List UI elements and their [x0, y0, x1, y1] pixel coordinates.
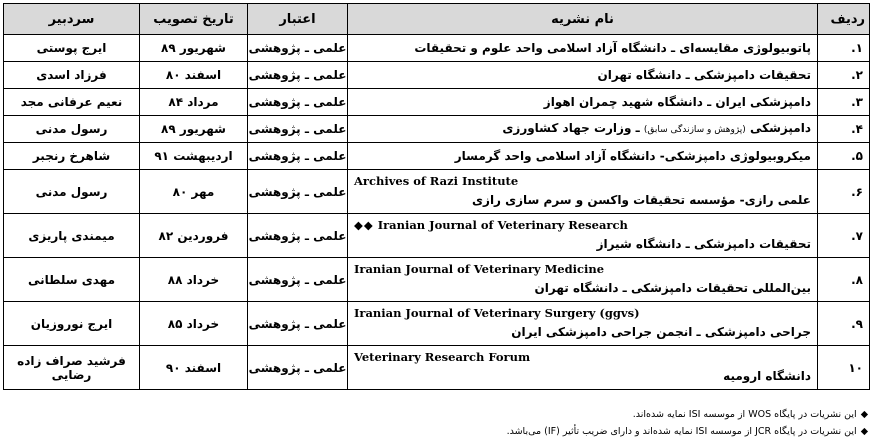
approval-date-cell: مرداد ۸۴	[140, 89, 248, 116]
journal-english-title	[354, 306, 811, 321]
table-row	[4, 170, 870, 214]
approval-date-cell: خرداد ۸۸	[140, 258, 248, 302]
rating-cell: علمی ـ پژوهشی	[248, 302, 348, 346]
journal-name-cell	[348, 62, 818, 89]
rating-cell: علمی ـ پژوهشی	[248, 258, 348, 302]
journal-persian-title	[354, 120, 811, 139]
footnote-text: این نشریات در پایگاه JCR از موسسه ISI نمایه شده‌اند و دارای ضریب تأثیر (IF) می‌باشد.	[506, 426, 857, 437]
journal-persian-title: پاتوبیولوژی مقایسه‌ای ـ دانشگاه آزاد اسلامی واحد علوم و تحقیقات	[414, 40, 811, 55]
journal-name-cell	[348, 170, 818, 214]
approval-date-cell: اسفند ۹۰	[140, 346, 248, 390]
row-number: ۱۰	[818, 346, 870, 390]
approval-date-cell: اسفند ۸۰	[140, 62, 248, 89]
journal-persian-title: دامپزشکی ایران ـ دانشگاه شهید چمران اهواز	[543, 94, 811, 109]
english-title-text: Iranian Journal of Veterinary Medicine	[354, 262, 605, 276]
approval-date-cell: خرداد ۸۵	[140, 302, 248, 346]
diamond-icon: ◆	[860, 409, 868, 420]
english-title-text: Archives of Razi Institute	[354, 174, 519, 188]
journal-english-title	[354, 262, 811, 277]
journal-name-cell	[348, 143, 818, 170]
journal-english-title	[354, 350, 811, 365]
journal-name-cell	[348, 302, 818, 346]
footnote	[507, 423, 868, 440]
english-title-text: Iranian Journal of Veterinary Surgery (ggvs)	[354, 306, 640, 320]
rating-cell: علمی ـ پژوهشی	[248, 89, 348, 116]
journal-english-title	[354, 218, 811, 233]
row-number: ۷.	[818, 214, 870, 258]
journal-name-cell	[348, 116, 818, 143]
table-header-row	[4, 4, 870, 35]
journal-name-cell	[348, 214, 818, 258]
header-name: نام نشریه	[348, 4, 818, 35]
approval-date-cell: شهریور ۸۹	[140, 35, 248, 62]
approval-date-cell: فروردین ۸۲	[140, 214, 248, 258]
row-number: ۸.	[818, 258, 870, 302]
journal-persian-title: بین‌المللی تحقیقات دامپزشکی ـ دانشگاه تهران	[534, 281, 811, 295]
editor-cell: مهدی سلطانی	[4, 258, 140, 302]
journal-name-text: دامپزشکی	[750, 120, 811, 135]
header-rating: اعتبار	[248, 4, 348, 35]
editor-cell: نعیم عرفانی مجد	[4, 89, 140, 116]
table-row	[4, 302, 870, 346]
footnotes	[507, 406, 868, 440]
journal-note: (پژوهش و سازندگی سابق)	[643, 124, 746, 135]
journal-name-cell	[348, 258, 818, 302]
header-approval-date: تاریخ تصویب	[140, 4, 248, 35]
journal-persian-title: جراحی دامپزشکی ـ انجمن جراحی دامپزشکی ایران	[511, 325, 811, 339]
header-editor: سردبیر	[4, 4, 140, 35]
table-row	[4, 214, 870, 258]
row-number: ۵.	[818, 143, 870, 170]
editor-cell: رسول مدنی	[4, 116, 140, 143]
table-row	[4, 346, 870, 390]
english-title-text: Iranian Journal of Veterinary Research	[377, 218, 628, 232]
rating-cell: علمی ـ پژوهشی	[248, 143, 348, 170]
table-row	[4, 116, 870, 143]
journal-name-cell	[348, 89, 818, 116]
editor-cell: میمندی پاریزی	[4, 214, 140, 258]
table-row	[4, 35, 870, 62]
approval-date-cell: مهر ۸۰	[140, 170, 248, 214]
table-row	[4, 258, 870, 302]
row-number: ۶.	[818, 170, 870, 214]
row-number: ۴.	[818, 116, 870, 143]
rating-cell: علمی ـ پژوهشی	[248, 35, 348, 62]
journal-persian-title: علمی رازی- مؤسسه تحقیقات واکسن و سرم سازی رازی	[472, 193, 811, 207]
row-number: ۲.	[818, 62, 870, 89]
editor-cell: ایرج نوروزیان	[4, 302, 140, 346]
footnote-text: این نشریات در پایگاه WOS از موسسه ISI نمایه شده‌اند.	[632, 409, 857, 420]
editor-cell: فرشید صراف زاده رضایی	[4, 346, 140, 390]
journal-name-cell	[348, 35, 818, 62]
editor-cell: فرزاد اسدی	[4, 62, 140, 89]
table-body	[4, 35, 870, 390]
table-row	[4, 62, 870, 89]
rating-cell: علمی ـ پژوهشی	[248, 116, 348, 143]
approval-date-cell: شهریور ۸۹	[140, 116, 248, 143]
row-number: ۳.	[818, 89, 870, 116]
row-number: ۱.	[818, 35, 870, 62]
row-number: ۹.	[818, 302, 870, 346]
journal-publisher: ـ وزارت جهاد کشاورزی	[502, 120, 640, 135]
journal-english-title	[354, 174, 811, 189]
english-title-text: Veterinary Research Forum	[354, 350, 531, 364]
rating-cell: علمی ـ پژوهشی	[248, 62, 348, 89]
journal-persian-title: میکروبیولوژی دامپزشکی- دانشگاه آزاد اسلامی واحد گرمسار	[454, 148, 811, 163]
table-row	[4, 143, 870, 170]
journal-persian-title: تحقیقات دامپزشکی ـ دانشگاه شیراز	[596, 237, 811, 251]
journal-name-cell	[348, 346, 818, 390]
footnote	[507, 406, 868, 423]
journals-table	[3, 3, 870, 390]
journal-persian-title: دانشگاه ارومیه	[723, 369, 811, 383]
header-no: ردیف	[818, 4, 870, 35]
editor-cell: شاهرخ رنجبر	[4, 143, 140, 170]
journal-persian-title: تحقیقات دامپزشکی ـ دانشگاه تهران	[597, 67, 811, 82]
diamond-icon: ◆	[860, 426, 868, 437]
editor-cell: رسول مدنی	[4, 170, 140, 214]
rating-cell: علمی ـ پژوهشی	[248, 170, 348, 214]
approval-date-cell: اردیبهشت ۹۱	[140, 143, 248, 170]
rating-cell: علمی ـ پژوهشی	[248, 346, 348, 390]
table-row	[4, 89, 870, 116]
diamond-icon: ◆◆	[354, 218, 374, 232]
rating-cell: علمی ـ پژوهشی	[248, 214, 348, 258]
editor-cell: ایرج پوستی	[4, 35, 140, 62]
